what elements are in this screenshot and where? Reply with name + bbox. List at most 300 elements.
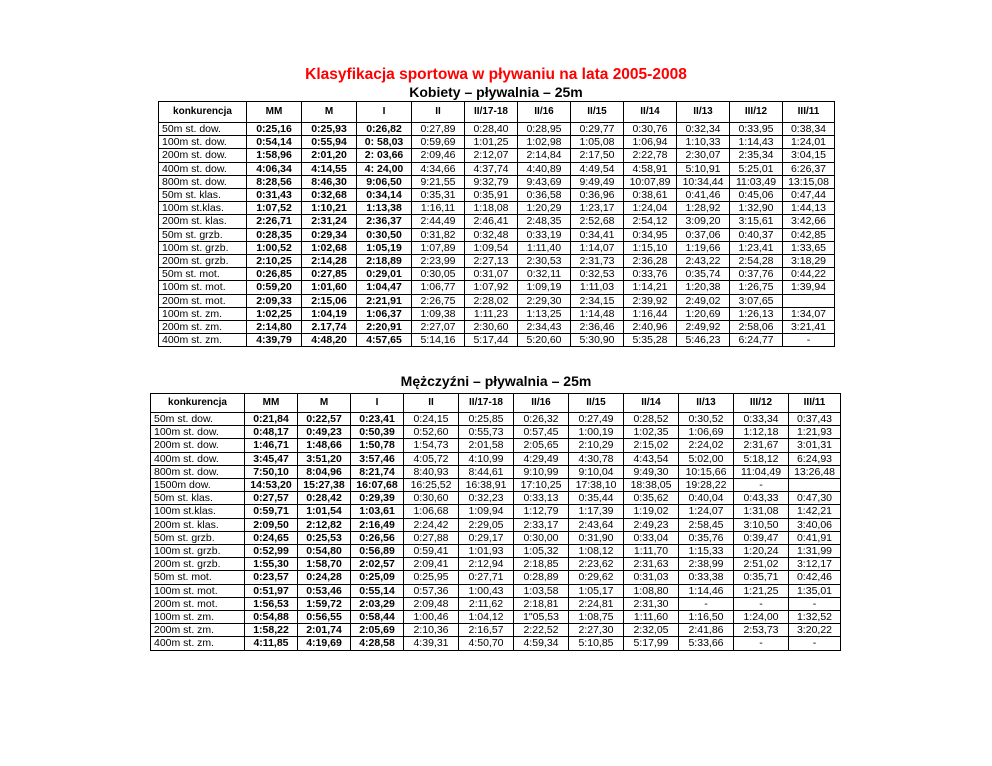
time-cell: 6:24,77 <box>730 334 783 347</box>
time-cell: 0:26,85 <box>247 268 302 281</box>
time-cell: 0:29,01 <box>357 268 412 281</box>
time-cell: 0:51,97 <box>245 584 298 597</box>
time-cell: 2:22,52 <box>514 624 569 637</box>
time-cell: 2:31,67 <box>734 439 789 452</box>
time-cell: 1:13,38 <box>357 202 412 215</box>
time-cell: 1:39,94 <box>783 281 835 294</box>
time-cell: 1:03,61 <box>351 505 404 518</box>
time-cell: 3:45,47 <box>245 452 298 465</box>
time-cell: 0:27,71 <box>459 571 514 584</box>
time-cell <box>783 294 835 307</box>
time-cell: 5:46,23 <box>677 334 730 347</box>
table-row <box>159 281 835 294</box>
event-name-cell: 100m st. mot. <box>151 584 245 597</box>
time-cell: 1:14,48 <box>571 307 624 320</box>
time-cell: 0:31,03 <box>624 571 679 584</box>
time-cell: 1:23,41 <box>730 241 783 254</box>
time-cell: 0:36,96 <box>571 189 624 202</box>
time-cell: 2:10,25 <box>247 255 302 268</box>
time-cell: 0:32,53 <box>571 268 624 281</box>
time-cell: 1:08,12 <box>569 545 624 558</box>
time-cell: 1:11,60 <box>624 611 679 624</box>
time-cell: 0:49,23 <box>298 426 351 439</box>
time-cell: 3:40,06 <box>789 518 841 531</box>
men-table <box>150 393 841 651</box>
time-cell: 0:41,91 <box>789 531 841 544</box>
time-cell: 0:33,34 <box>734 413 789 426</box>
time-cell: 2:09,41 <box>404 558 459 571</box>
table-row <box>159 189 835 202</box>
time-cell: 4: 24,00 <box>357 162 412 175</box>
time-cell: 0:56,89 <box>351 545 404 558</box>
time-cell: - <box>783 334 835 347</box>
time-cell: 4:58,91 <box>624 162 677 175</box>
time-cell: 2:12,07 <box>465 149 518 162</box>
time-cell: 8:04,96 <box>298 465 351 478</box>
time-cell: 2:24,42 <box>404 518 459 531</box>
time-cell: 0:25,53 <box>298 531 351 544</box>
time-cell: 1:35,01 <box>789 584 841 597</box>
time-cell: 2:49,23 <box>624 518 679 531</box>
time-cell: 6:26,37 <box>783 162 835 175</box>
time-cell: 2:58,06 <box>730 321 783 334</box>
event-name-cell: 50m st. mot. <box>159 268 247 281</box>
time-cell: 8:28,56 <box>247 175 302 188</box>
time-cell: 1:34,07 <box>783 307 835 320</box>
time-cell: 1:28,92 <box>677 202 730 215</box>
event-name-cell: 200m st. zm. <box>159 321 247 334</box>
time-cell: 18:38,05 <box>624 479 679 492</box>
table-row <box>151 518 841 531</box>
column-header: II <box>412 102 465 123</box>
column-header: II/13 <box>677 102 730 123</box>
event-name-cell: 100m st. dow. <box>151 426 245 439</box>
time-cell: 4:40,89 <box>518 162 571 175</box>
time-cell: - <box>789 597 841 610</box>
time-cell: 0:30,76 <box>624 123 677 136</box>
time-cell: 0:39,47 <box>734 531 789 544</box>
time-cell: 1:09,38 <box>412 307 465 320</box>
time-cell: 6:24,93 <box>789 452 841 465</box>
time-cell: 3:07,65 <box>730 294 783 307</box>
time-cell: 1:31,99 <box>789 545 841 558</box>
time-cell: 0:57,45 <box>514 426 569 439</box>
event-name-cell: 400m st. dow. <box>159 162 247 175</box>
time-cell: 1:10,33 <box>677 136 730 149</box>
time-cell: 0:35,62 <box>624 492 679 505</box>
time-cell: 8:46,30 <box>302 175 357 188</box>
time-cell: 4:50,70 <box>459 637 514 650</box>
time-cell: 1:26,75 <box>730 281 783 294</box>
time-cell: 5:10,85 <box>569 637 624 650</box>
time-cell: 0:26,56 <box>351 531 404 544</box>
time-cell: 4:37,74 <box>465 162 518 175</box>
time-cell: 4:10,99 <box>459 452 514 465</box>
time-cell: 0:32,34 <box>677 123 730 136</box>
table-row <box>159 307 835 320</box>
time-cell: 2:12,82 <box>298 518 351 531</box>
time-cell: 2:11,62 <box>459 597 514 610</box>
time-cell: 9:32,79 <box>465 175 518 188</box>
time-cell: 15:27,38 <box>298 479 351 492</box>
column-header: II/15 <box>571 102 624 123</box>
time-cell: 0:59,71 <box>245 505 298 518</box>
time-cell: 16:25,52 <box>404 479 459 492</box>
time-cell: 0:25,85 <box>459 413 514 426</box>
time-cell: 4:29,49 <box>514 452 569 465</box>
time-cell: 5:18,12 <box>734 452 789 465</box>
time-cell: 2:21,91 <box>357 294 412 307</box>
time-cell: 2:34,43 <box>518 321 571 334</box>
time-cell: - <box>734 479 789 492</box>
time-cell: 0:42,46 <box>789 571 841 584</box>
time-cell: 0:59,41 <box>404 545 459 558</box>
time-cell: 5:35,28 <box>624 334 677 347</box>
event-name-cell: 200m st. mot. <box>151 597 245 610</box>
table-row <box>159 255 835 268</box>
time-cell: 1:00,43 <box>459 584 514 597</box>
time-cell: 1:20,38 <box>677 281 730 294</box>
time-cell: 2:44,49 <box>412 215 465 228</box>
time-cell: 4:49,54 <box>571 162 624 175</box>
time-cell: 0:29,17 <box>459 531 514 544</box>
time-cell: 0:31,82 <box>412 228 465 241</box>
time-cell: 3:57,46 <box>351 452 404 465</box>
time-cell: 1:50,78 <box>351 439 404 452</box>
event-name-cell: 200m st. klas. <box>151 518 245 531</box>
time-cell: 1:05,19 <box>357 241 412 254</box>
time-cell: 0:52,99 <box>245 545 298 558</box>
time-cell: 2:31,63 <box>624 558 679 571</box>
time-cell: 0:28,40 <box>465 123 518 136</box>
time-cell: 0:32,23 <box>459 492 514 505</box>
time-cell: 1:09,94 <box>459 505 514 518</box>
time-cell: 2:10,36 <box>404 624 459 637</box>
table-row <box>151 624 841 637</box>
time-cell: 1:01,60 <box>302 281 357 294</box>
time-cell: 2:14,84 <box>518 149 571 162</box>
time-cell: 0:54,88 <box>245 611 298 624</box>
time-cell: 5:10,91 <box>677 162 730 175</box>
table-row <box>151 465 841 478</box>
time-cell: 5:17,44 <box>465 334 518 347</box>
time-cell: 2:09,48 <box>404 597 459 610</box>
table-row <box>151 637 841 650</box>
time-cell: 1:06,69 <box>679 426 734 439</box>
time-cell: 2:30,53 <box>518 255 571 268</box>
time-cell: 1:20,29 <box>518 202 571 215</box>
time-cell: 0:33,95 <box>730 123 783 136</box>
event-name-cell: 200m st. dow. <box>159 149 247 162</box>
time-cell: 2:10,29 <box>569 439 624 452</box>
time-cell: 2:36,37 <box>357 215 412 228</box>
time-cell: 1:19,66 <box>677 241 730 254</box>
time-cell: 0:27,85 <box>302 268 357 281</box>
time-cell: 0:47,30 <box>789 492 841 505</box>
table-row <box>151 584 841 597</box>
time-cell: 0:42,85 <box>783 228 835 241</box>
time-cell: 3:18,29 <box>783 255 835 268</box>
table-row <box>151 558 841 571</box>
time-cell: 1:33,65 <box>783 241 835 254</box>
time-cell: 2:40,96 <box>624 321 677 334</box>
time-cell: 2:09,50 <box>245 518 298 531</box>
time-cell: 2:18,85 <box>514 558 569 571</box>
time-cell: 2:31,30 <box>624 597 679 610</box>
time-cell: 3:51,20 <box>298 452 351 465</box>
column-header: II/15 <box>569 394 624 413</box>
time-cell: 2:01,58 <box>459 439 514 452</box>
time-cell: 8:44,61 <box>459 465 514 478</box>
time-cell: 0:45,06 <box>730 189 783 202</box>
time-cell: 2:09,46 <box>412 149 465 162</box>
column-header: II <box>404 394 459 413</box>
time-cell: 0:27,88 <box>404 531 459 544</box>
women-section-title: Kobiety – pływalnia – 25m <box>409 84 583 100</box>
time-cell: 1:48,66 <box>298 439 351 452</box>
time-cell: 1:01,54 <box>298 505 351 518</box>
event-name-cell: 100m st. grzb. <box>151 545 245 558</box>
column-header: III/12 <box>734 394 789 413</box>
time-cell: 9:49,49 <box>571 175 624 188</box>
time-cell: 2:20,91 <box>357 321 412 334</box>
time-cell: 1:54,73 <box>404 439 459 452</box>
time-cell: 3:21,41 <box>783 321 835 334</box>
time-cell: 2:33,17 <box>514 518 569 531</box>
event-name-cell: 800m st. dow. <box>151 465 245 478</box>
time-cell: 2:54,28 <box>730 255 783 268</box>
time-cell: 0:50,39 <box>351 426 404 439</box>
time-cell: 0:28,42 <box>298 492 351 505</box>
time-cell: 0:53,46 <box>298 584 351 597</box>
time-cell: 0:32,11 <box>518 268 571 281</box>
time-cell: 1:09,54 <box>465 241 518 254</box>
table-row <box>159 215 835 228</box>
time-cell: 2:41,86 <box>679 624 734 637</box>
time-cell: 0:25,16 <box>247 123 302 136</box>
event-name-cell: 100m st. dow. <box>159 136 247 149</box>
time-cell: 2:52,68 <box>571 215 624 228</box>
time-cell: 1:02,68 <box>302 241 357 254</box>
time-cell: 0:31,90 <box>569 531 624 544</box>
time-cell: 1:06,77 <box>412 281 465 294</box>
time-cell: 0:40,04 <box>679 492 734 505</box>
time-cell: 7:50,10 <box>245 465 298 478</box>
table-row <box>159 268 835 281</box>
time-cell: 0:32,48 <box>465 228 518 241</box>
time-cell: 1:00,52 <box>247 241 302 254</box>
table-row <box>151 452 841 465</box>
time-cell: 1:21,93 <box>789 426 841 439</box>
time-cell: 4:34,66 <box>412 162 465 175</box>
time-cell: 11:03,49 <box>730 175 783 188</box>
time-cell: 0:22,57 <box>298 413 351 426</box>
time-cell: 2:39,92 <box>624 294 677 307</box>
time-cell: 0:27,57 <box>245 492 298 505</box>
time-cell: 0:25,09 <box>351 571 404 584</box>
time-cell: 17:38,10 <box>569 479 624 492</box>
column-header: MM <box>245 394 298 413</box>
event-name-cell: 200m st. klas. <box>159 215 247 228</box>
time-cell: 1:55,30 <box>245 558 298 571</box>
time-cell: - <box>734 637 789 650</box>
time-cell: 0:30,05 <box>412 268 465 281</box>
time-cell: 0:54,14 <box>247 136 302 149</box>
time-cell: 3:09,20 <box>677 215 730 228</box>
time-cell: 2:18,81 <box>514 597 569 610</box>
time-cell: 0:25,93 <box>302 123 357 136</box>
time-cell: 1:16,44 <box>624 307 677 320</box>
time-cell: 0:33,19 <box>518 228 571 241</box>
time-cell: 0:55,14 <box>351 584 404 597</box>
event-name-cell: 200m st. grzb. <box>151 558 245 571</box>
time-cell: 1:21,25 <box>734 584 789 597</box>
time-cell: 2:38,99 <box>679 558 734 571</box>
time-cell: 1:24,07 <box>679 505 734 518</box>
time-cell: 1:59,72 <box>298 597 351 610</box>
table-row <box>159 202 835 215</box>
time-cell: 10:34,44 <box>677 175 730 188</box>
time-cell: 0:28,89 <box>514 571 569 584</box>
time-cell: 1:02,35 <box>624 426 679 439</box>
time-cell: 2:36,46 <box>571 321 624 334</box>
time-cell: 8:40,93 <box>404 465 459 478</box>
column-header: I <box>357 102 412 123</box>
time-cell: 5:33,66 <box>679 637 734 650</box>
time-cell: 2:30,07 <box>677 149 730 162</box>
time-cell: 1:01,25 <box>465 136 518 149</box>
time-cell: 1:11,40 <box>518 241 571 254</box>
time-cell: 1:07,52 <box>247 202 302 215</box>
time-cell: 1:04,19 <box>302 307 357 320</box>
time-cell: 2:05,65 <box>514 439 569 452</box>
event-name-cell: 400m st. dow. <box>151 452 245 465</box>
time-cell: 2:23,99 <box>412 255 465 268</box>
time-cell: 1:17,39 <box>569 505 624 518</box>
event-name-cell: 50m st. dow. <box>151 413 245 426</box>
time-cell: 9:43,69 <box>518 175 571 188</box>
time-cell: 1:00,19 <box>569 426 624 439</box>
time-cell: 0:24,15 <box>404 413 459 426</box>
time-cell: 1:06,37 <box>357 307 412 320</box>
time-cell: 1:07,92 <box>465 281 518 294</box>
time-cell: 2:15,06 <box>302 294 357 307</box>
time-cell: 1:26,13 <box>730 307 783 320</box>
time-cell: 1:58,96 <box>247 149 302 162</box>
time-cell: 1:02,98 <box>518 136 571 149</box>
time-cell: - <box>789 637 841 650</box>
time-cell: 0:26,32 <box>514 413 569 426</box>
time-cell: 4:19,69 <box>298 637 351 650</box>
time-cell: 4:11,85 <box>245 637 298 650</box>
time-cell: 2:05,69 <box>351 624 404 637</box>
time-cell: 0:35,76 <box>679 531 734 544</box>
time-cell: 0:43,33 <box>734 492 789 505</box>
time-cell: 3:20,22 <box>789 624 841 637</box>
time-cell: 0:59,69 <box>412 136 465 149</box>
time-cell: 2:24,81 <box>569 597 624 610</box>
table-row <box>151 571 841 584</box>
time-cell: 1:16,11 <box>412 202 465 215</box>
time-cell: 13:26,48 <box>789 465 841 478</box>
time-cell: 2:23,62 <box>569 558 624 571</box>
time-cell: 0:35,71 <box>734 571 789 584</box>
table-row <box>159 228 835 241</box>
table-row <box>159 241 835 254</box>
event-name-cell: 50m st. klas. <box>151 492 245 505</box>
time-cell: 0:21,84 <box>245 413 298 426</box>
time-cell: 2:54,12 <box>624 215 677 228</box>
time-cell: 2:29,05 <box>459 518 514 531</box>
time-cell: 16:07,68 <box>351 479 404 492</box>
women-table <box>158 101 835 347</box>
time-cell: 0:48,17 <box>245 426 298 439</box>
time-cell: 2:26,75 <box>412 294 465 307</box>
time-cell: 1:31,08 <box>734 505 789 518</box>
time-cell: 19:28,22 <box>679 479 734 492</box>
time-cell: 4:05,72 <box>404 452 459 465</box>
column-header: III/11 <box>789 394 841 413</box>
table-row <box>151 439 841 452</box>
time-cell: 1:18,08 <box>465 202 518 215</box>
time-cell: 0:23,41 <box>351 413 404 426</box>
time-cell: 0:30,52 <box>679 413 734 426</box>
column-header: M <box>298 394 351 413</box>
time-cell: 2:12,94 <box>459 558 514 571</box>
time-cell: 1:44,13 <box>783 202 835 215</box>
time-cell: 2:46,41 <box>465 215 518 228</box>
time-cell <box>789 479 841 492</box>
time-cell: 0:31,07 <box>465 268 518 281</box>
time-cell: 4:39,79 <box>247 334 302 347</box>
time-cell: 0:24,28 <box>298 571 351 584</box>
time-cell: 3:12,17 <box>789 558 841 571</box>
time-cell: 4:39,31 <box>404 637 459 650</box>
time-cell: 4:48,20 <box>302 334 357 347</box>
time-cell: 17:10,25 <box>514 479 569 492</box>
time-cell: 2:24,02 <box>679 439 734 452</box>
time-cell: 0:35,31 <box>412 189 465 202</box>
time-cell: 0:23,57 <box>245 571 298 584</box>
time-cell: 4:06,34 <box>247 162 302 175</box>
time-cell: 0:28,95 <box>518 123 571 136</box>
column-header: M <box>302 102 357 123</box>
time-cell: 2.17,74 <box>302 321 357 334</box>
time-cell: 0:27,89 <box>412 123 465 136</box>
time-cell: 0:27,49 <box>569 413 624 426</box>
time-cell: 0:44,22 <box>783 268 835 281</box>
time-cell: 1:32,52 <box>789 611 841 624</box>
time-cell: 1:24,00 <box>734 611 789 624</box>
time-cell: 1:10,21 <box>302 202 357 215</box>
time-cell: 1:46,71 <box>245 439 298 452</box>
event-name-cell: 200m st. grzb. <box>159 255 247 268</box>
time-cell: 5:30,90 <box>571 334 624 347</box>
time-cell: 9:10,99 <box>514 465 569 478</box>
time-cell: 1:56,53 <box>245 597 298 610</box>
column-header: III/12 <box>730 102 783 123</box>
time-cell: 0:28,35 <box>247 228 302 241</box>
time-cell: 1:12,79 <box>514 505 569 518</box>
time-cell: 0:28,52 <box>624 413 679 426</box>
time-cell: 3:10,50 <box>734 518 789 531</box>
time-cell: 1:16,50 <box>679 611 734 624</box>
table-row <box>159 321 835 334</box>
time-cell: 0:29,39 <box>351 492 404 505</box>
time-cell: 2:03,29 <box>351 597 404 610</box>
time-cell: 2:15,02 <box>624 439 679 452</box>
time-cell: 1:09,19 <box>518 281 571 294</box>
